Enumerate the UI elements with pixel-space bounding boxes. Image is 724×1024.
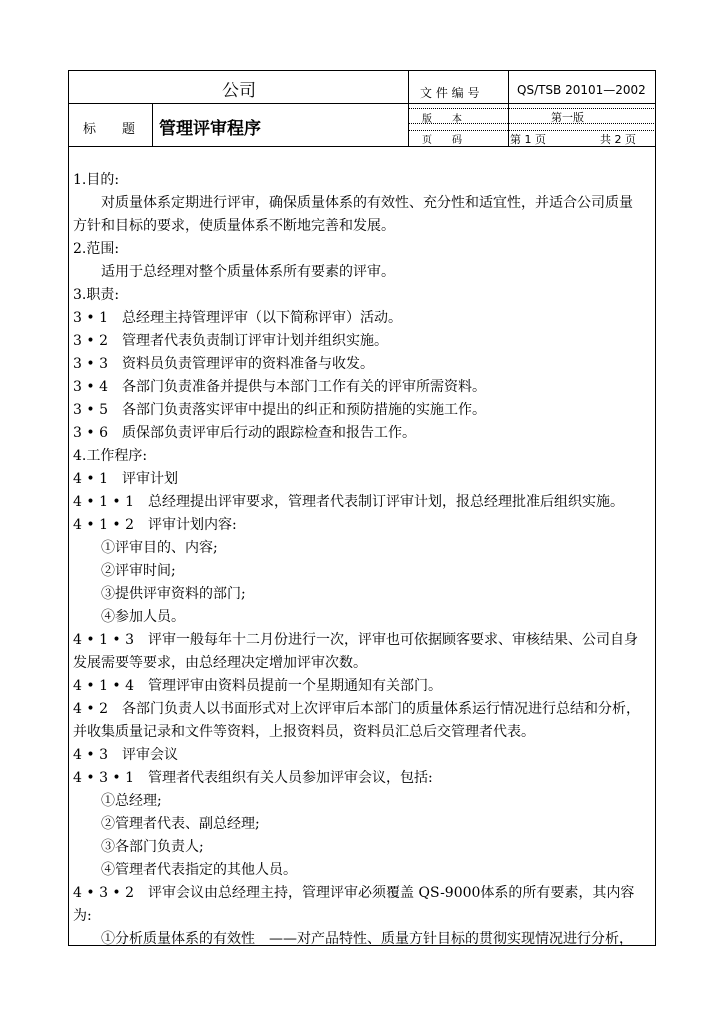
header-divider-2: [68, 146, 656, 147]
body-line: 3.职责:: [73, 287, 120, 303]
body-line: 适用于总经理对整个质量体系所有要素的评审。: [73, 264, 395, 280]
body-line: 4 • 1 评审计划: [73, 471, 178, 487]
body-line: 4 • 1 • 4 管理评审由资料员提前一个星期通知有关部门。: [73, 678, 443, 694]
body-line: ②评审时间;: [73, 563, 176, 579]
body-line: ③提供评审资料的部门;: [73, 586, 246, 602]
title-label: 标 题: [83, 122, 136, 137]
company-name: 公司: [222, 81, 256, 101]
body-line: ②管理者代表、副总经理;: [73, 816, 260, 832]
body-line: 4.工作程序:: [73, 448, 148, 464]
body-line: 发展需要等要求，由总经理决定增加评审次数。: [73, 655, 367, 671]
doc-number-value: QS/TSB 20101—2002: [517, 83, 646, 97]
body-line: 对质量体系定期进行评审，确保质量体系的有效性、充分性和适宜性，并适合公司质量: [73, 195, 633, 211]
body-line: 4 • 1 • 3 评审一般每年十二月份进行一次，评审也可依据顾客要求、审核结果、公司自身: [73, 632, 639, 648]
body-line: 2.范围:: [73, 241, 120, 257]
document-title: 管理评审程序: [159, 119, 261, 139]
doc-number-label: 文 件 编 号: [420, 86, 480, 100]
body-line: 4 • 3 • 1 管理者代表组织有关人员参加评审会议，包括:: [73, 770, 433, 786]
version-label: 版 本: [422, 114, 462, 125]
body-line: 3 • 1 总经理主持管理评审（以下简称评审）活动。: [73, 310, 402, 326]
body-line: 4 • 1 • 2 评审计划内容:: [73, 517, 237, 533]
page-total: 共 2 页: [600, 133, 636, 146]
header-vline-left: [152, 103, 153, 146]
body-line: 4 • 3 评审会议: [73, 747, 178, 763]
body-line: ①分析质量体系的有效性 ——对产品特性、质量方针目标的贯彻实现情况进行分析，: [73, 931, 633, 947]
page-label: 页 码: [422, 135, 462, 146]
body-line: 方针和目标的要求，使质量体系不断地完善和发展。: [73, 218, 395, 234]
body-line: 4 • 2 各部门负责人以书面形式对上次评审后本部门的质量体系运行情况进行总结和分析，: [73, 701, 640, 717]
body-line: 3 • 6 质保部负责评审后行动的跟踪检查和报告工作。: [73, 425, 416, 441]
body-line: ①总经理;: [73, 793, 162, 809]
body-line: 并收集质量记录和文件等资料，上报资料员，资料员汇总后交管理者代表。: [73, 724, 535, 740]
body-line: 4 • 1 • 1 总经理提出评审要求，管理者代表制订评审计划，报总经理批准后组织实施。: [73, 494, 625, 510]
body-line: 1.目的:: [73, 172, 120, 188]
body-line: 3 • 3 资料员负责管理评审的资料准备与收发。: [73, 356, 374, 372]
body-line: 为:: [73, 908, 92, 924]
body-line: 3 • 4 各部门负责准备并提供与本部门工作有关的评审所需资料。: [73, 379, 486, 395]
header-divider-1: [68, 103, 656, 104]
body-line: 4 • 3 • 2 评审会议由总经理主持，管理评审必须覆盖 QS-9000体系的所有要素，其内容: [73, 885, 635, 901]
body-line: 3 • 5 各部门负责落实评审中提出的纠正和预防措施的实施工作。: [73, 402, 486, 418]
body-line: ④管理者代表指定的其他人员。: [73, 862, 297, 878]
body-line: ①评审目的、内容;: [73, 540, 218, 556]
body-line: ④参加人员。: [73, 609, 185, 625]
version-value: 第一版: [551, 111, 584, 124]
page-number: 第 1 页: [510, 133, 546, 146]
body-line: 3 • 2 管理者代表负责制订评审计划并组织实施。: [73, 333, 388, 349]
header-dotted-row-2: [408, 108, 656, 109]
body-line: ③各部门负责人;: [73, 839, 204, 855]
